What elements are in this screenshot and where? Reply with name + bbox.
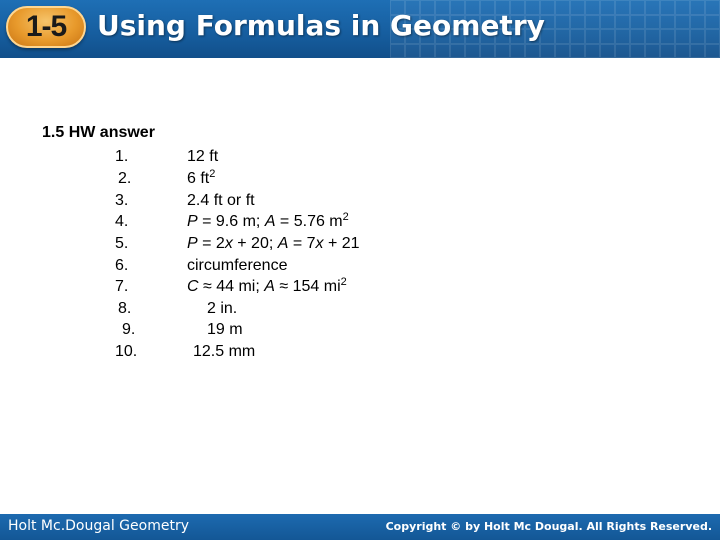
lesson-number: 1-5 — [25, 10, 67, 43]
answer-row — [0, 192, 720, 214]
answer-text: circumference — [187, 257, 288, 274]
answer-row — [0, 148, 720, 170]
answer-text: 19 m — [207, 321, 243, 338]
answer-number: 1. — [115, 148, 129, 165]
answer-number: 3. — [115, 192, 129, 209]
answer-row — [0, 300, 720, 322]
answer-number: 5. — [115, 235, 129, 252]
page-title: Using Formulas in Geometry — [97, 9, 545, 42]
answer-number: 8. — [118, 300, 132, 317]
answer-number: 7. — [115, 278, 129, 295]
answer-row — [0, 213, 720, 235]
answer-text: 12 ft — [187, 148, 219, 165]
answer-number: 6. — [115, 257, 129, 274]
answers-heading: 1.5 HW answer — [42, 124, 155, 141]
footer-bar — [0, 514, 720, 540]
answer-row — [0, 257, 720, 279]
answer-text: 2 in. — [207, 300, 238, 317]
answer-text: C ≈ 44 mi; A ≈ 154 $mi^2$ — [187, 276, 347, 295]
answer-row — [0, 278, 720, 300]
answer-number: 9. — [122, 321, 136, 338]
answer-text: 12.5 mm — [193, 343, 256, 360]
answer-text: 6 $ft^2$ — [187, 168, 216, 187]
answer-row — [0, 235, 720, 257]
answer-number: 10. — [115, 343, 138, 360]
answer-text: P = 2x + 20; A = 7x + 21 — [187, 235, 360, 252]
answer-number: 2. — [118, 170, 132, 187]
answer-text: 2.4 ft or ft — [187, 192, 255, 209]
answer-text: P = 9.6 m; A = 5.76 $m^2$ — [187, 211, 349, 230]
answer-row — [0, 343, 720, 365]
answer-row — [0, 321, 720, 343]
publisher-label: Holt Mc.Dougal Geometry — [8, 518, 189, 534]
answer-number: 4. — [115, 213, 129, 230]
copyright-notice: Copyright © by Holt Mc Dougal. All Rights Reserved. — [385, 520, 712, 533]
answer-row — [0, 170, 720, 192]
